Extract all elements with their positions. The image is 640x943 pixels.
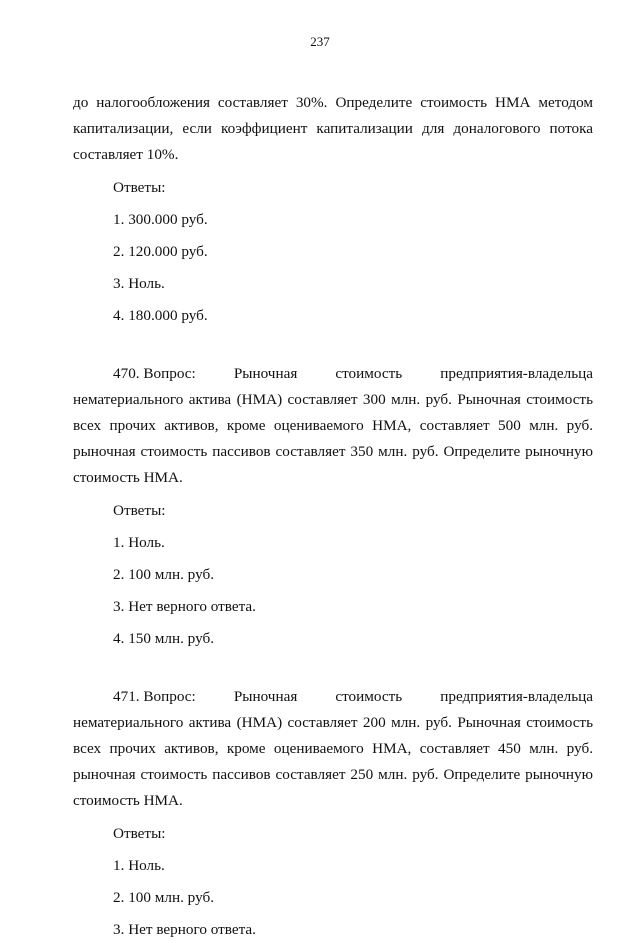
question-number: 471. Вопрос: (113, 688, 196, 705)
answer-option: 2. 120.000 руб. (113, 243, 208, 260)
text-line: стоимость НМА. (73, 792, 183, 809)
question-heading (73, 684, 593, 710)
answer-option: 2. 100 млн. руб. (113, 566, 214, 583)
answer-option: 3. Ноль. (113, 275, 165, 292)
text-line: до налогообложения составляет 30%. Определите стоимость НМА методом (73, 94, 593, 111)
text-line: рыночная стоимость пассивов составляет 250 млн. руб. Определите рыночную (73, 766, 593, 783)
text-line: нематериального актива (НМА) составляет 300 млн. руб. Рыночная стоимость (73, 391, 593, 408)
document-body (73, 90, 593, 943)
text-line: рыночная стоимость пассивов составляет 350 млн. руб. Определите рыночную (73, 443, 593, 460)
answer-option: 1. Ноль. (113, 857, 165, 874)
answer-option: 1. Ноль. (113, 534, 165, 551)
answer-option: 3. Нет верного ответа. (113, 598, 256, 615)
heading-word: стоимость (335, 688, 403, 705)
question-block-470 (73, 361, 593, 652)
answers-label: Ответы: (113, 179, 166, 196)
question-text (73, 710, 593, 814)
answer-option: 4. 180.000 руб. (113, 307, 208, 324)
answer-option: 2. 100 млн. руб. (113, 889, 214, 906)
answer-option: 4. 150 млн. руб. (113, 630, 214, 647)
text-line: составляет 10%. (73, 146, 179, 163)
heading-word: предприятия-владельца (440, 688, 593, 705)
page-number: 237 (310, 34, 330, 49)
text-line: нематериального актива (НМА) составляет 200 млн. руб. Рыночная стоимость (73, 714, 593, 731)
text-line: всех прочих активов, кроме оцениваемого НМА, составляет 450 млн. руб. (73, 740, 593, 757)
question-heading (73, 361, 593, 387)
text-line: стоимость НМА. (73, 469, 183, 486)
question-block-471 (73, 684, 593, 943)
heading-word: Рыночная (233, 688, 298, 705)
answer-option: 3. Нет верного ответа. (113, 921, 256, 938)
answers-label: Ответы: (113, 825, 166, 842)
heading-word: предприятия-владельца (440, 365, 593, 382)
text-line: всех прочих активов, кроме оцениваемого НМА, составляет 500 млн. руб. (73, 417, 593, 434)
question-number: 470. Вопрос: (113, 365, 196, 382)
intro-paragraph (73, 90, 593, 168)
heading-word: Рыночная (233, 365, 298, 382)
answer-option: 1. 300.000 руб. (113, 211, 208, 228)
text-line: капитализации, если коэффициент капитализации для доналогового потока (73, 120, 593, 137)
heading-word: стоимость (335, 365, 403, 382)
question-text (73, 387, 593, 491)
answers-label: Ответы: (113, 502, 166, 519)
